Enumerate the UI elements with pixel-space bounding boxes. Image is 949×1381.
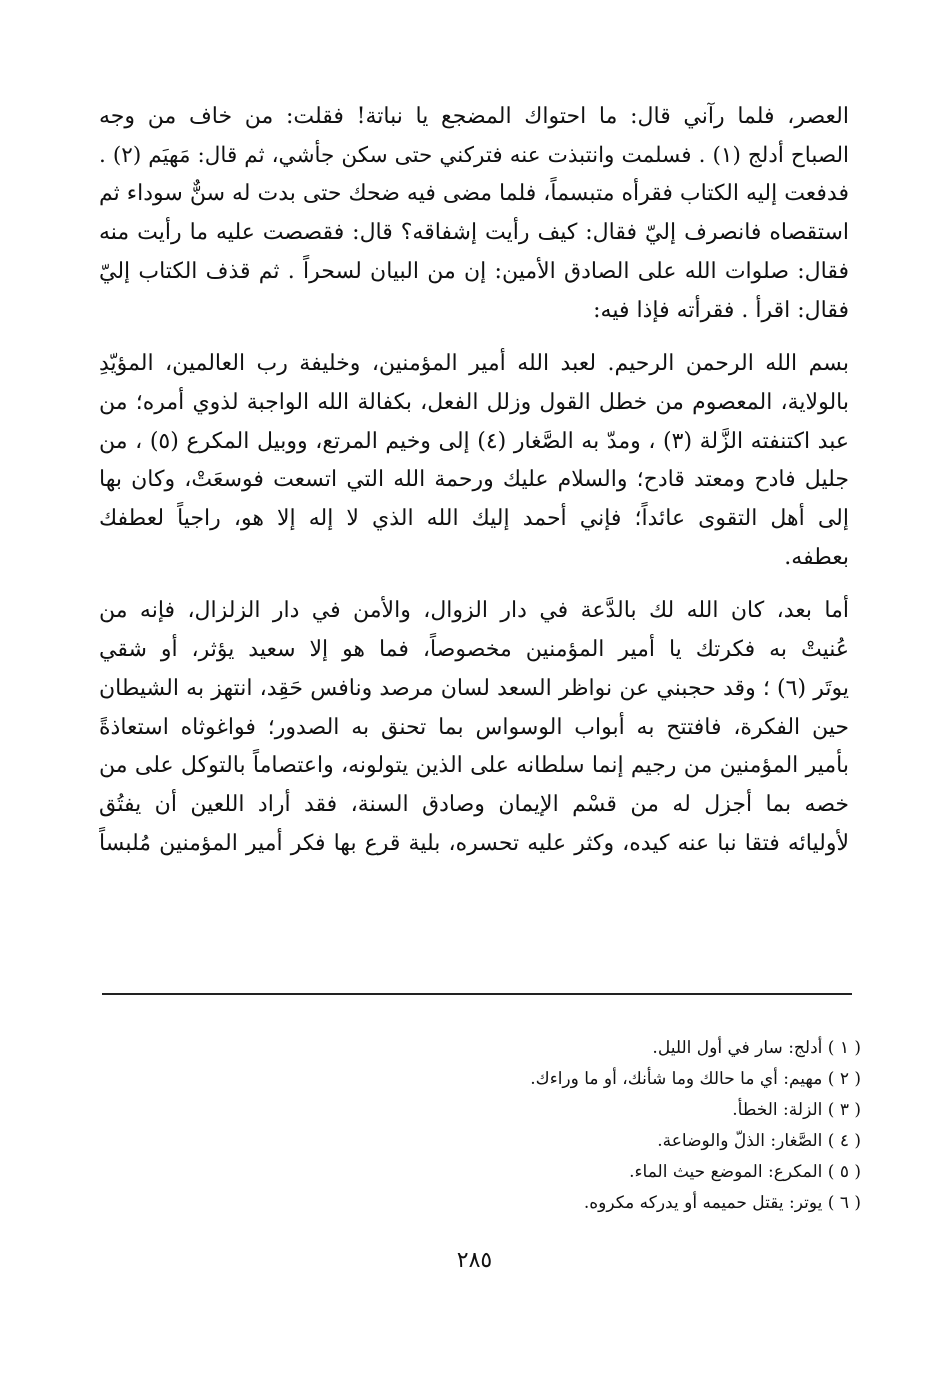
text-line: بسم الله الرحمن الرحيم. لعبد الله أمير المؤمنين، وخليفة رب العالمين، المؤيّدِ <box>99 351 849 377</box>
text-line: جليل فادح ومعتد قادح؛ والسلام عليك ورحمة الله التي اتسعت فوسعَتْ، وكان بها <box>99 467 849 493</box>
text-line: فقال: اقرأ . فقرأته فإذا فيه: <box>593 297 849 323</box>
text-line: عبد اكتنفته الزَّلة (٣) ، ومدّ به الصَّغار (٤) إلى وخيم المرتع، ووبيل المكرع (٥) ، من <box>99 428 849 454</box>
text-line: يوتَر (٦) ؛ وقد حجبني عن نواظر السعد لسان مرصد ونافس حَقِد، انتهز به الشيطان <box>99 675 849 701</box>
footnote: ( ٢ ) مهيم: أي ما حالك وما شأنك، أو ما وراءك. <box>530 1069 861 1089</box>
footnote-separator <box>102 993 852 995</box>
footnote: ( ٦ ) يوتر: يقتل حميمه أو يدركه مكروه. <box>583 1193 861 1213</box>
paragraph-1 <box>99 98 849 330</box>
text-line: استقصاه فانصرف إليّ فقال: كيف رأيت إشفاقه؟ قال: فقصصت عليه ما رأيت منه <box>99 220 849 246</box>
paragraph-3 <box>99 592 849 863</box>
footnote: ( ٥ ) المكرع: الموضع حيث الماء. <box>629 1162 861 1182</box>
text-line: بأمير المؤمنين من رجيم إنما سلطانه على الذين يتولونه، واعتصاماً بالتوكل على من <box>99 753 849 779</box>
footnote: ( ١ ) أدلج: سار في أول الليل. <box>652 1038 861 1058</box>
text-line: لأوليائه فتقا نبا عنه كيده، وكثر عليه تحسره، بلية قرع بها فكر أمير المؤمنين مُلبساً <box>99 830 849 856</box>
text-line: خصه بما أجزل له من قسْم الإيمان وصادق السنة، فقد أراد اللعين أن يفتُق <box>99 791 849 817</box>
text-line: فقال: صلوات الله على الصادق الأمين: إن من البيان لسحراً . ثم قذف الكتاب إليّ <box>99 258 849 284</box>
paragraph-spacer <box>99 330 849 345</box>
text-line: إلى أهل التقوى عائداً؛ فإني أحمد إليك الله الذي لا إله إلا هو، راجياً لعطفك <box>99 506 849 532</box>
text-line: بالولاية، المعصوم من خطل القول وزلل الفعل، بكفالة الله الواجبة لذوي أمره؛ من <box>99 389 849 415</box>
text-line: الصباح أدلج (١) . فسلمت وانتبذت عنه فتركني حتى سكن جأشي، ثم قال: مَهيَم (٢) . <box>99 142 849 168</box>
page-number: ٢٨٥ <box>456 1248 493 1273</box>
text-line: فدفعت إليه الكتاب فقرأه متبسماً، فلما مضى فيه ضحك حتى بدت له سنٌّ سوداء ثم <box>99 181 849 207</box>
footnote: ( ٣ ) الزلة: الخطأ. <box>732 1100 861 1120</box>
paragraph-spacer <box>99 577 849 592</box>
main-text <box>99 98 849 863</box>
footnotes <box>101 1033 861 1219</box>
paragraph-2 <box>99 345 849 577</box>
text-line: حين الفكرة، فافتتح به أبواب الوسواس بما تحنق به الصدور؛ فواغوثاه استعاذةً <box>99 714 849 740</box>
text-line: عُنيتْ به فكرتك يا أمير المؤمنين مخصوصاً، فما هو إلا سعيد يؤثر، أو شقي <box>99 637 849 663</box>
text-line: العصر، فلما رآني قال: ما احتواك المضجع يا نباتة! فقلت: من خاف من وجه <box>99 104 849 129</box>
footnote: ( ٤ ) الصَّغار: الذلّ والوضاعة. <box>657 1131 861 1151</box>
text-line: بعطفه. <box>784 544 849 570</box>
text-line: أما بعد، كان الله لك بالدَّعة في دار الزوال، والأمن في دار الزلزال، فإنه من <box>99 598 849 624</box>
